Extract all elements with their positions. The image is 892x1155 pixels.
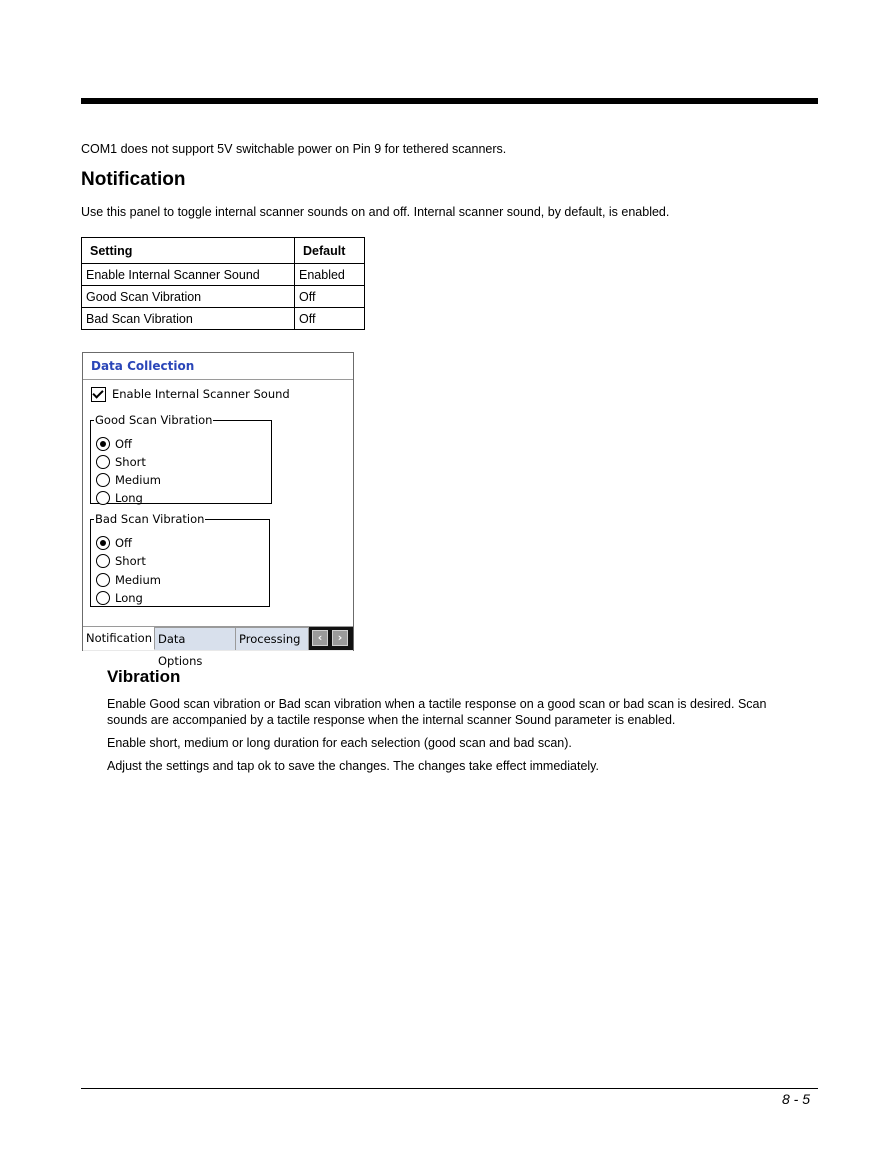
table-cell: Good Scan Vibration bbox=[82, 286, 295, 308]
intro-text: COM1 does not support 5V switchable power on Pin 9 for tethered scanners. bbox=[81, 142, 507, 156]
table-cell: Enabled bbox=[295, 264, 365, 286]
notification-lead: Use this panel to toggle internal scanner sounds on and off. Internal scanner sound, by default, is enabled. bbox=[81, 205, 670, 219]
table-row bbox=[82, 264, 365, 286]
good-radio-short[interactable] bbox=[96, 454, 146, 470]
tab-scroll-controls bbox=[309, 627, 353, 650]
radio-icon[interactable] bbox=[96, 491, 110, 505]
radio-label: Medium bbox=[115, 573, 161, 587]
bad-radio-short[interactable] bbox=[96, 553, 146, 569]
good-radio-off[interactable] bbox=[96, 436, 132, 452]
table-header-default: Default bbox=[295, 238, 365, 264]
chevron-right-icon[interactable]: › bbox=[332, 630, 348, 646]
panel-title-bar bbox=[83, 353, 353, 380]
enable-sound-checkbox-row[interactable] bbox=[91, 386, 290, 402]
radio-icon[interactable] bbox=[96, 591, 110, 605]
bad-radio-medium[interactable] bbox=[96, 572, 161, 588]
radio-label: Off bbox=[115, 536, 132, 550]
radio-icon[interactable] bbox=[96, 455, 110, 469]
panel-title: Data Collection bbox=[91, 359, 195, 373]
chevron-left-icon[interactable]: ‹ bbox=[312, 630, 328, 646]
good-radio-medium[interactable] bbox=[96, 472, 161, 488]
data-collection-panel bbox=[82, 352, 354, 668]
vibration-paragraph-1: Enable Good scan vibration or Bad scan vibration when a tactile response on a good scan or bad scan is desired. Scan sounds are accompanied by a tactile response when the internal scanner Sound parameter is enabled. bbox=[107, 697, 767, 727]
bad-radio-off[interactable] bbox=[96, 535, 132, 551]
settings-table bbox=[81, 237, 365, 330]
table-header-setting: Setting bbox=[82, 238, 295, 264]
good-radio-long[interactable] bbox=[96, 490, 143, 506]
table-header-row bbox=[82, 238, 365, 264]
table-row bbox=[82, 308, 365, 330]
radio-label: Short bbox=[115, 455, 146, 469]
enable-sound-checkbox[interactable] bbox=[91, 387, 106, 402]
enable-sound-label: Enable Internal Scanner Sound bbox=[112, 387, 290, 401]
vibration-paragraph-3: Adjust the settings and tap ok to save the changes. The changes take effect immediately. bbox=[107, 759, 599, 773]
radio-label: Long bbox=[115, 591, 143, 605]
page-number: 8 - 5 bbox=[782, 1091, 811, 1107]
radio-selected-icon[interactable] bbox=[96, 536, 110, 550]
radio-label: Medium bbox=[115, 473, 161, 487]
radio-selected-icon[interactable] bbox=[96, 437, 110, 451]
tab-processing[interactable]: Processing bbox=[236, 627, 309, 650]
vibration-paragraph-2: Enable short, medium or long duration for each selection (good scan and bad scan). bbox=[107, 736, 572, 750]
header-rule bbox=[81, 98, 818, 104]
table-cell: Bad Scan Vibration bbox=[82, 308, 295, 330]
tab-notification[interactable]: Notification bbox=[83, 627, 155, 650]
notification-heading: Notification bbox=[81, 169, 186, 190]
radio-icon[interactable] bbox=[96, 473, 110, 487]
table-cell: Enable Internal Scanner Sound bbox=[82, 264, 295, 286]
radio-label: Short bbox=[115, 554, 146, 568]
checkmark-icon bbox=[92, 387, 103, 398]
radio-label: Off bbox=[115, 437, 132, 451]
good-scan-vibration-legend: Good Scan Vibration bbox=[95, 413, 213, 427]
vibration-heading: Vibration bbox=[107, 667, 181, 686]
tab-bar bbox=[83, 626, 353, 668]
bad-scan-vibration-group bbox=[90, 513, 270, 607]
table-cell: Off bbox=[295, 308, 365, 330]
footer-rule bbox=[81, 1088, 818, 1089]
good-scan-vibration-group bbox=[90, 414, 272, 504]
bad-radio-long[interactable] bbox=[96, 590, 143, 606]
radio-icon[interactable] bbox=[96, 554, 110, 568]
radio-icon[interactable] bbox=[96, 573, 110, 587]
tab-data-options[interactable]: Data Options bbox=[155, 627, 236, 650]
bad-scan-vibration-legend: Bad Scan Vibration bbox=[95, 512, 205, 526]
table-row bbox=[82, 286, 365, 308]
table-cell: Off bbox=[295, 286, 365, 308]
radio-label: Long bbox=[115, 491, 143, 505]
